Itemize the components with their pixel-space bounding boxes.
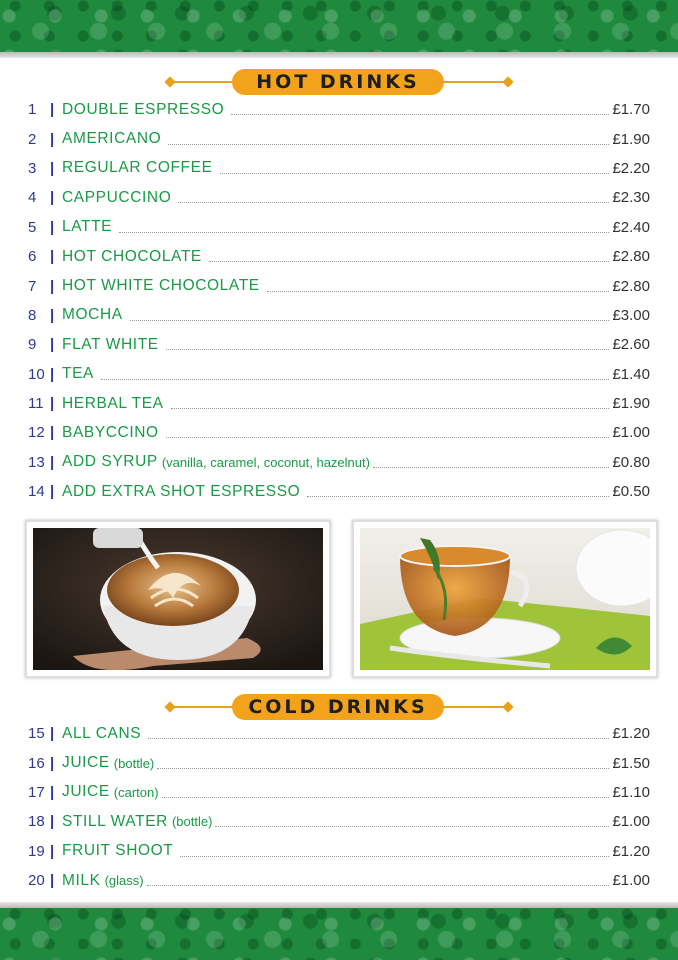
header-line-right — [436, 706, 508, 708]
item-separator: | — [50, 218, 55, 236]
item-separator: | — [50, 872, 55, 890]
item-price: £2.80 — [612, 277, 650, 295]
item-note: (glass) — [104, 873, 144, 889]
item-name: BABYCCINO — [62, 423, 159, 441]
item-name: TEA — [62, 365, 94, 383]
item-number: 5 — [28, 218, 37, 236]
dot-leader — [168, 144, 609, 145]
latte-art-photo — [25, 520, 331, 678]
item-name: ADD SYRUP — [62, 453, 158, 471]
menu-item — [28, 154, 650, 183]
item-number: 4 — [28, 189, 37, 207]
item-price: £1.90 — [612, 130, 650, 148]
item-price: £1.20 — [612, 725, 650, 743]
item-name: MILK — [62, 871, 101, 889]
menu-item — [28, 778, 650, 807]
menu-item — [28, 719, 650, 748]
hot-drinks-header — [0, 67, 678, 97]
item-number: 18 — [28, 813, 45, 831]
menu-item — [28, 448, 650, 477]
cold-drinks-list — [28, 719, 650, 895]
dot-leader — [148, 738, 609, 739]
item-name: STILL WATER — [62, 812, 168, 830]
cold-drinks-header — [0, 692, 678, 722]
item-separator: | — [50, 189, 55, 207]
item-name: AMERICANO — [62, 130, 162, 148]
item-price: £3.00 — [612, 306, 650, 324]
menu-item — [28, 837, 650, 866]
item-name: CAPPUCCINO — [62, 188, 172, 206]
item-separator: | — [50, 159, 55, 177]
item-name: HERBAL TEA — [62, 394, 164, 412]
item-separator: | — [50, 395, 55, 413]
item-price: £1.50 — [612, 754, 650, 772]
menu-item — [28, 301, 650, 330]
dot-leader — [267, 291, 610, 292]
tea-image — [360, 528, 650, 670]
item-name: JUICE — [62, 754, 110, 772]
dot-leader — [157, 768, 609, 769]
dot-leader — [180, 856, 609, 857]
item-price: £1.00 — [612, 424, 650, 442]
hot-drinks-title: HOT DRINKS — [232, 69, 444, 95]
item-number: 7 — [28, 277, 37, 295]
decorative-top-band — [0, 0, 678, 52]
menu-item — [28, 330, 650, 359]
item-separator: | — [50, 783, 55, 801]
item-name: FLAT WHITE — [62, 335, 159, 353]
item-number: 11 — [28, 395, 44, 413]
dot-leader — [215, 826, 609, 827]
top-band-edge — [0, 52, 678, 58]
item-number: 14 — [28, 483, 45, 501]
item-name: LATTE — [62, 218, 113, 236]
item-price: £2.80 — [612, 248, 650, 266]
menu-item — [28, 124, 650, 153]
item-separator: | — [50, 453, 55, 471]
item-price: £1.70 — [612, 101, 650, 119]
menu-item — [28, 807, 650, 836]
item-number: 13 — [28, 453, 45, 471]
item-name: ADD EXTRA SHOT ESPRESSO — [62, 482, 301, 500]
item-separator: | — [50, 424, 55, 442]
menu-item — [28, 389, 650, 418]
item-number: 9 — [28, 336, 37, 354]
dot-leader — [373, 467, 610, 468]
item-price: £1.10 — [612, 783, 650, 801]
item-separator: | — [50, 365, 55, 383]
item-separator: | — [50, 842, 55, 860]
item-name: JUICE — [62, 783, 110, 801]
header-ornament-right — [502, 76, 513, 87]
item-separator: | — [50, 248, 55, 266]
item-name: HOT CHOCOLATE — [62, 247, 202, 265]
item-note: (carton) — [113, 784, 159, 800]
item-separator: | — [50, 483, 55, 501]
item-price: £1.40 — [612, 365, 650, 383]
item-number: 15 — [28, 725, 45, 743]
dot-leader — [178, 202, 609, 203]
item-price: £2.30 — [612, 189, 650, 207]
item-separator: | — [50, 336, 55, 354]
dot-leader — [166, 437, 610, 438]
dot-leader — [220, 173, 610, 174]
dot-leader — [307, 496, 609, 497]
item-price: £2.40 — [612, 218, 650, 236]
menu-item — [28, 95, 650, 124]
item-number: 12 — [28, 424, 45, 442]
dot-leader — [171, 408, 610, 409]
item-note: (bottle) — [113, 755, 155, 771]
menu-item — [28, 213, 650, 242]
dot-leader — [231, 114, 609, 115]
item-number: 6 — [28, 248, 37, 266]
item-price: £1.90 — [612, 395, 650, 413]
item-number: 17 — [28, 783, 45, 801]
item-number: 8 — [28, 306, 37, 324]
dot-leader — [209, 261, 610, 262]
header-ornament-right — [502, 701, 513, 712]
dot-leader — [166, 349, 610, 350]
menu-item — [28, 242, 650, 271]
item-price: £0.50 — [612, 483, 650, 501]
item-number: 16 — [28, 754, 45, 772]
item-price: £1.00 — [612, 872, 650, 890]
decorative-bottom-band — [0, 908, 678, 960]
item-number: 3 — [28, 159, 37, 177]
item-separator: | — [50, 754, 55, 772]
item-separator: | — [50, 306, 55, 324]
item-price: £2.20 — [612, 159, 650, 177]
item-number: 1 — [28, 101, 37, 119]
item-name: REGULAR COFFEE — [62, 159, 213, 177]
item-note: (bottle) — [171, 814, 213, 830]
item-separator: | — [50, 813, 55, 831]
item-name: ALL CANS — [62, 724, 142, 742]
menu-item — [28, 418, 650, 447]
dot-leader — [130, 320, 610, 321]
item-price: £1.00 — [612, 813, 650, 831]
item-number: 19 — [28, 842, 45, 860]
menu-item — [28, 360, 650, 389]
item-separator: | — [50, 725, 55, 743]
item-note: (vanilla, caramel, coconut, hazelnut) — [161, 454, 370, 470]
cold-drinks-title: COLD DRINKS — [232, 694, 444, 720]
dot-leader — [101, 379, 610, 380]
item-name: MOCHA — [62, 306, 123, 324]
latte-image — [33, 528, 323, 670]
item-number: 20 — [28, 872, 45, 890]
item-name: FRUIT SHOOT — [62, 842, 174, 860]
item-number: 10 — [28, 365, 45, 383]
item-separator: | — [50, 277, 55, 295]
hot-drinks-list — [28, 95, 650, 506]
header-line-right — [436, 81, 508, 83]
menu-item — [28, 183, 650, 212]
dot-leader — [162, 797, 610, 798]
menu-item — [28, 748, 650, 777]
menu-item — [28, 477, 650, 506]
item-price: £2.60 — [612, 336, 650, 354]
item-price: £1.20 — [612, 842, 650, 860]
item-name: DOUBLE ESPRESSO — [62, 100, 225, 118]
item-name: HOT WHITE CHOCOLATE — [62, 277, 260, 295]
item-price: £0.80 — [612, 453, 650, 471]
dot-leader — [147, 885, 610, 886]
herbal-tea-photo — [352, 520, 658, 678]
menu-item — [28, 866, 650, 895]
dot-leader — [119, 232, 609, 233]
item-separator: | — [50, 101, 55, 119]
item-number: 2 — [28, 130, 37, 148]
menu-item — [28, 271, 650, 300]
item-separator: | — [50, 130, 55, 148]
